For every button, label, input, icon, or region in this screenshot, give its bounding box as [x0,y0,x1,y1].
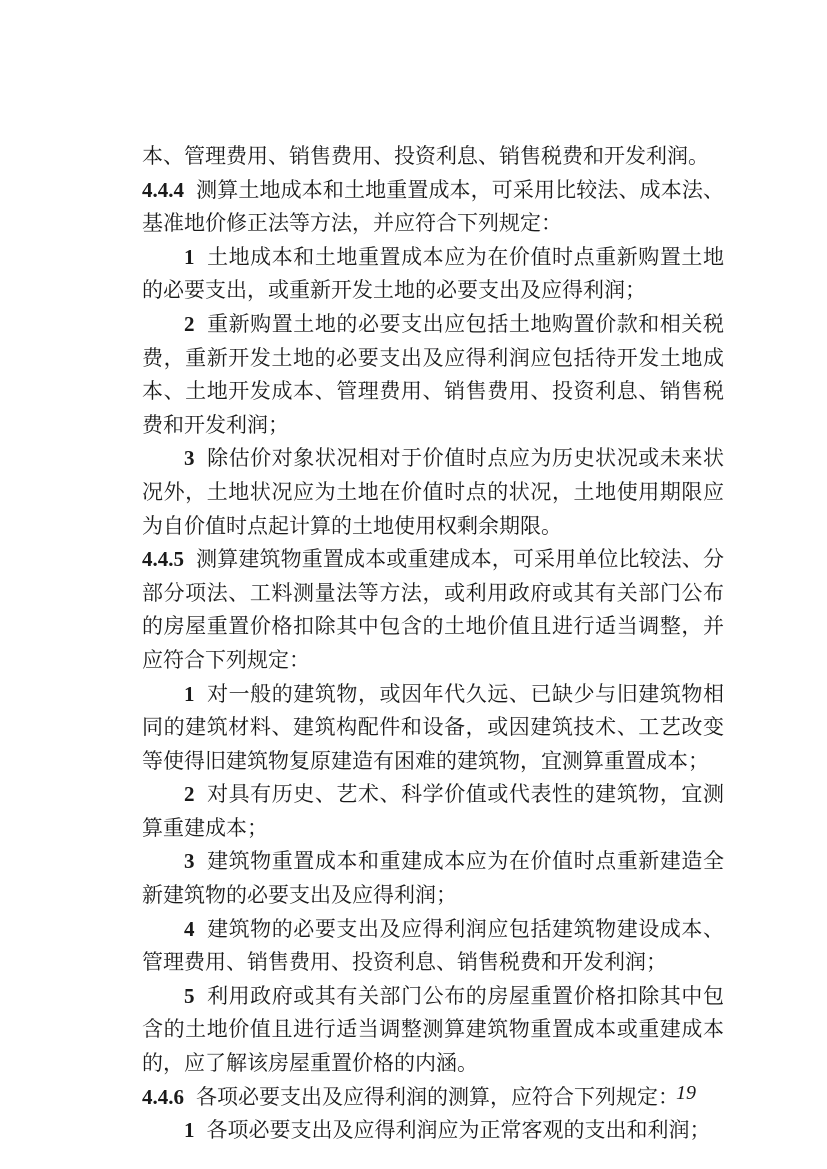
list-item [142,241,724,308]
item-text: 重新购置土地的必要支出应包括土地购置价款和相关税费，重新开发土地的必要支出及应得利润应包括待开发土地成本、土地开发成本、管理费用、销售费用、投资利息、销售税费和开发利润； [142,311,724,437]
item-text: 土地成本和土地重置成本应为在价值时点重新购置土地的必要支出，或重新开发土地的必要支出及应得利润； [142,244,724,303]
item-number: 1 [184,681,195,706]
section-4-4-5 [142,543,724,677]
list-item [142,308,724,442]
item-number: 2 [184,311,195,336]
continuation-paragraph: 本、管理费用、销售费用、投资利息、销售税费和开发利润。 [142,144,709,168]
list-item [142,442,724,543]
item-text: 建筑物的必要支出及应得利润应包括建筑物建设成本、管理费用、销售费用、投资利息、销售税费和开发利润； [142,916,724,975]
item-number: 5 [184,983,195,1008]
section-number: 4.4.5 [142,547,184,572]
section-4-4-4 [142,174,724,241]
page-number: 19 [676,1082,696,1104]
item-number: 2 [184,782,195,807]
item-text: 对具有历史、艺术、科学价值或代表性的建筑物，宜测算重建成本； [142,782,724,840]
item-text: 建筑物重置成本和重建成本应为在价值时点重新建造全新建筑物的必要支出及应得利润； [142,849,724,908]
list-item [142,1114,724,1148]
item-text: 对一般的建筑物，或因年代久远、已缺少与旧建筑物相同的建筑材料、建筑构配件和设备，或因建筑技术、工艺改变等使得旧建筑物复原建造有困难的建筑物，宜测算重置成本； [142,681,724,773]
item-number: 3 [184,446,195,471]
list-item [142,678,724,779]
item-text: 各项必要支出及应得利润应为正常客观的支出和利润； [206,1118,711,1143]
section-4-4-6 [142,1081,724,1115]
item-number: 1 [184,244,195,269]
section-text: 测算土地成本和土地重置成本，可采用比较法、成本法、基准地价修正法等方法，并应符合下列规定： [142,177,724,236]
item-number: 1 [184,1118,195,1143]
list-item [142,778,724,845]
section-number: 4.4.6 [142,1084,184,1109]
list-item [142,845,724,912]
item-text: 利用政府或其有关部门公布的房屋重置价格扣除其中包含的土地价值且进行适当调整测算建筑物重置成本或重建成本的，应了解该房屋重置价格的内涵。 [142,983,724,1076]
body-text [142,140,724,1148]
section-number: 4.4.4 [142,177,184,202]
section-text: 各项必要支出及应得利润的测算，应符合下列规定： [196,1084,679,1109]
item-number: 4 [184,916,195,941]
section-text: 测算建筑物重置成本或重建成本，可采用单位比较法、分部分项法、工料测量法等方法，或利用政府或其有关部门公布的房屋重置价格扣除其中包含的土地价值且进行适当调整，并应符合下列规定： [142,547,724,672]
list-item [142,913,724,980]
item-text: 除估价对象状况相对于价值时点应为历史状况或未来状况外，土地状况应为土地在价值时点的状况，土地使用期限应为自价值时点起计算的土地使用权剩余期限。 [142,446,724,538]
list-item [142,980,724,1081]
item-number: 3 [184,849,195,874]
